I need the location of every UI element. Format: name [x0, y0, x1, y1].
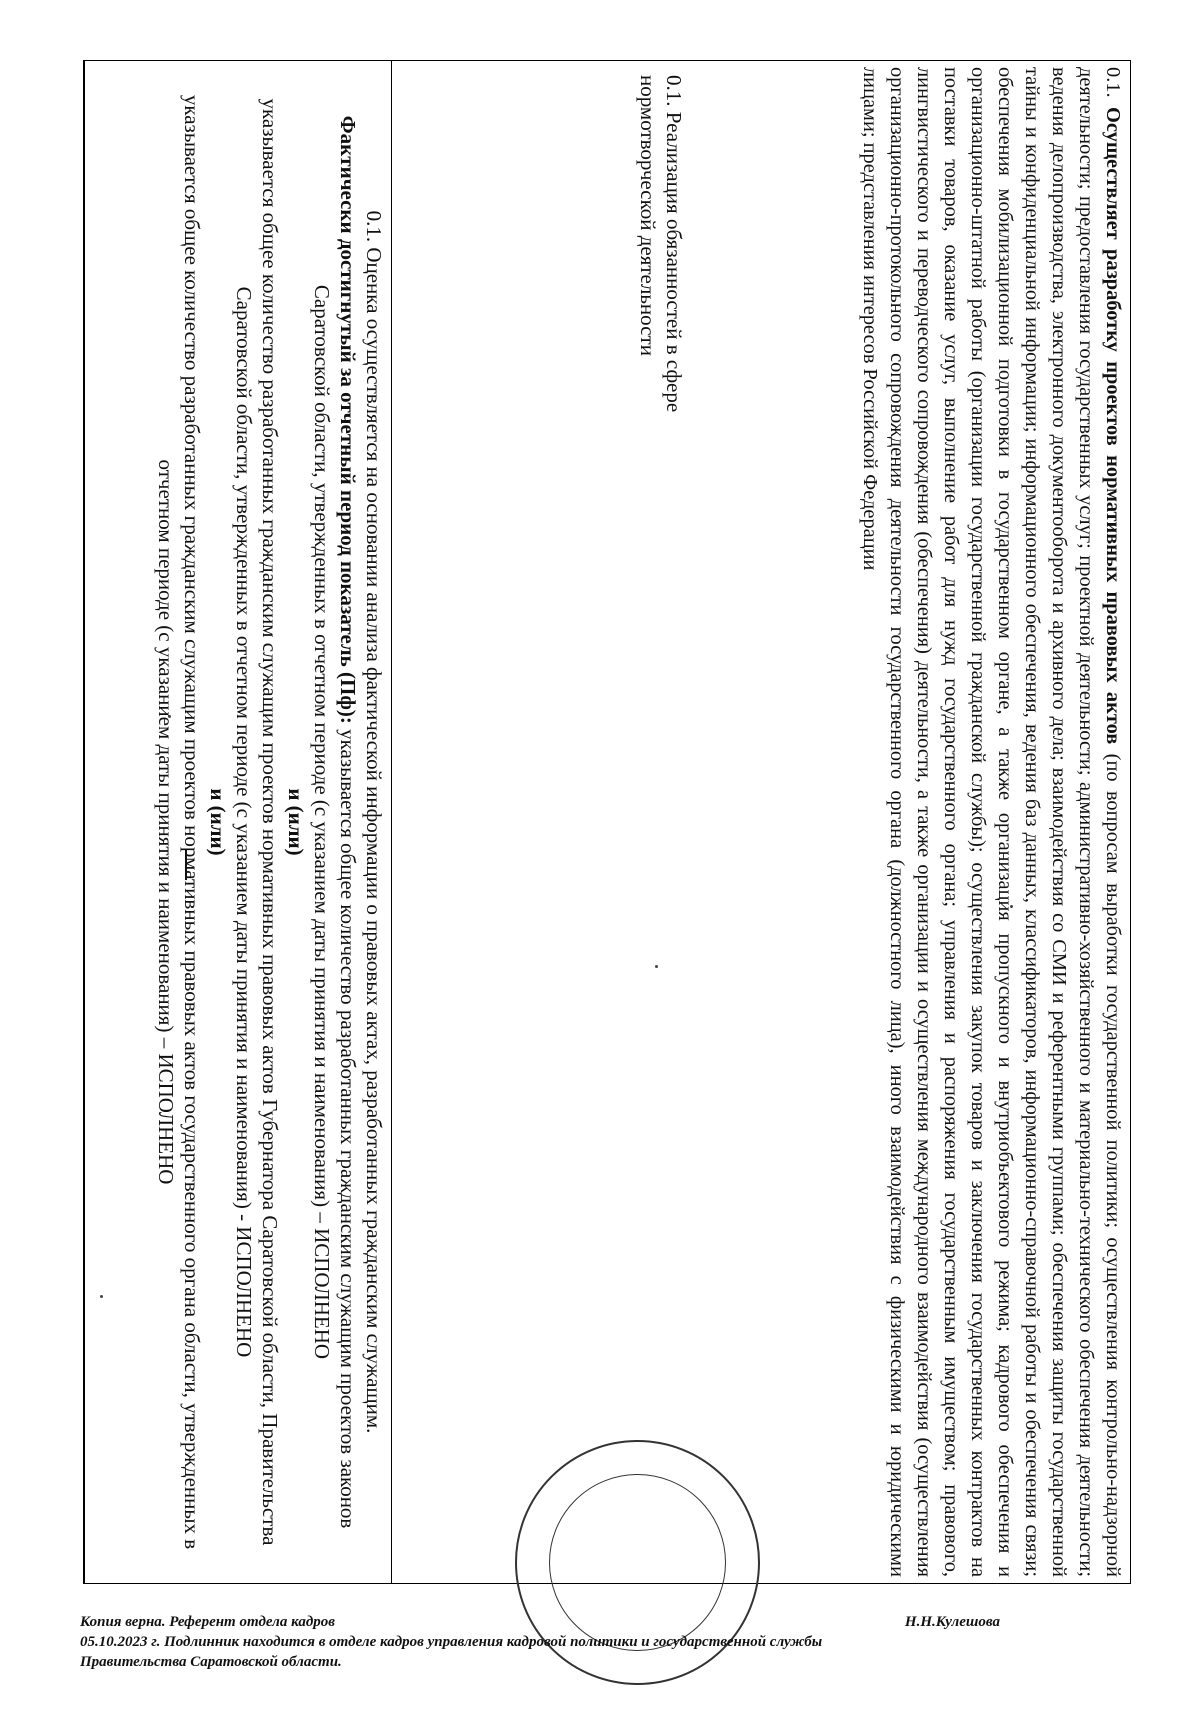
table-column-duties — [691, 61, 1130, 1583]
evaluation-paragraph-3: указывается общее количество разработанных гражданским служащим проектов нормативных правовых актов Губернатора Саратовской области, Правительства Саратовской области, утвержденных в отчетном периоде (с указанием даты принятия и наименования) - ИСПОЛНЕНО — [232, 98, 282, 1546]
duties-cell — [691, 61, 1130, 1583]
and-or-label-1: и (или) — [284, 788, 308, 856]
duty-lead: Осуществляет разработку проектов нормативных правовых актов — [1102, 106, 1124, 745]
evaluation-paragraph-2 — [309, 67, 361, 1577]
table-column-obligation — [391, 61, 691, 1583]
footer-line-2: 05.10.2023 г. Подлинник находится в отделе кадров управления кадровой политики и государственной службы — [80, 1634, 823, 1650]
evaluation-paragraph-4: указывается общее количество разработанных гражданским служащим проектов нормативных правовых актов государственного органа области, утвержденных в отчетном периоде (с указанием даты принятия и наименования) – ИСПОЛНЕНО — [154, 94, 204, 1550]
table-column-evaluation — [84, 61, 391, 1583]
indicator-label: Фактически достигнутый за отчетный период показатель (Пф): — [336, 115, 360, 724]
footer-signature: Н.Н.Кулешова — [904, 1614, 1000, 1630]
evaluation-cell — [85, 61, 391, 1583]
duty-number: 0.1. — [1102, 67, 1124, 98]
duty-text: (по вопросам выработки государственной политики; осуществления контрольно-надзорной деятельности; предоставления государственных услуг; проектной деятельности; административно-хозяйственного и материально-технического обеспечения деятельности; ведения делопроизводства, электронного документооборота и архивного дела; взаимодействия со СМИ и референтными группами; обеспечения защиты государственной тайны и конфиденциальной информации; информационного обеспечения, ведения баз данных, классификаторов, информационно-справочной работы и обеспечения связи; обеспечения мобилизационной подготовки в государственном органе, а также организация пропускного и внутриобъектового режима; кадрового обеспечения и организационно-штатной работы (организации государственной гражданской службы); осуществления закупок товаров и заключения государственных контрактов на поставки товаров, оказание услуг, выполнение работ для нужд государственного органа; управления и распоряжения государственным имуществом; правового, лингвистического и переводческого сопровождения (обеспечения) деятельности, а также организации и осуществления международного взаимодействия (осуществления организационно-протокольного сопровождения деятельности государственного органа (должностного лица), иного взаимодействия с физическими и юридическими лицами; представления интересов Российской Федерации — [859, 67, 1124, 1577]
obligation-cell — [392, 61, 691, 1583]
rotated-table — [83, 60, 1131, 1584]
footer-line-3: Правительства Саратовской области. — [80, 1654, 342, 1670]
indicator-text: указывается общее количество разработанных гражданским служащим проектов законов Саратовской области, утвержденных в отчетном периоде (с указанием даты принятия и наименования) – ИСПОЛНЕНО — [310, 284, 360, 1529]
and-or-label-2: и (или) — [206, 788, 230, 856]
certification-footer — [80, 1612, 1140, 1672]
evaluation-paragraph-1: 0.1. Оценка осуществляется на основании анализа фактической информации о правовых актах, разработанных гражданским служащим. — [362, 210, 386, 1434]
obligation-text: 0.1. Реализация обязанностей в сфере нормотворческой деятельности — [636, 75, 686, 413]
footer-line-1: Копия верна. Референт отдела кадров — [80, 1614, 335, 1630]
requirements-table — [83, 60, 1131, 1584]
